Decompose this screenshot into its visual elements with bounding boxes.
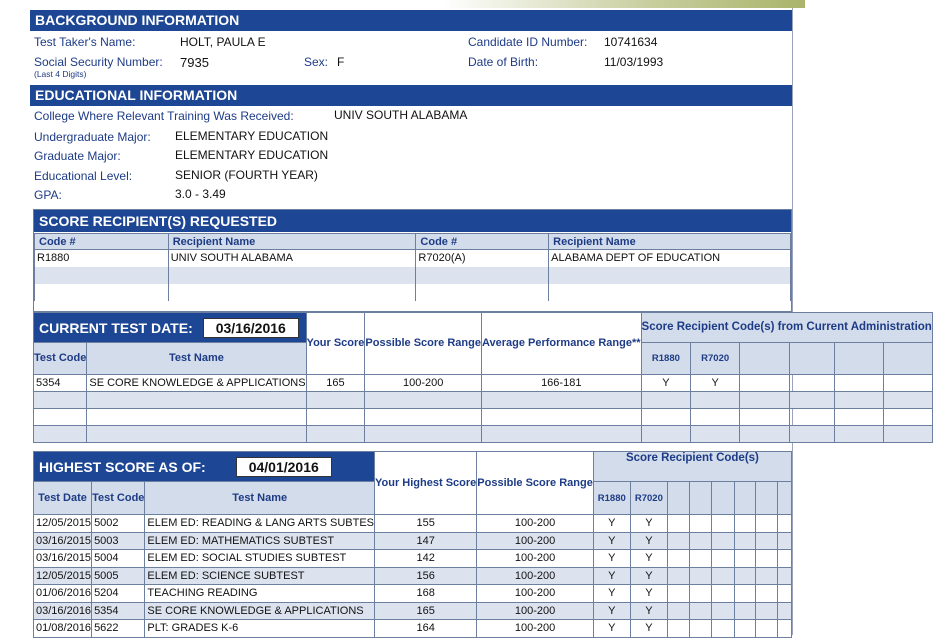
test-date: 12/05/2015 xyxy=(34,567,92,585)
empty-recipient-cell xyxy=(777,550,791,568)
ssn-label: Social Security Number: xyxy=(34,55,163,69)
test-date: 01/06/2016 xyxy=(34,585,92,603)
col-recipient-codes: Score Recipient Code(s) xyxy=(593,452,791,482)
recipients-row xyxy=(35,250,791,267)
test-code: 5003 xyxy=(92,532,145,550)
ssn-note: (Last 4 Digits) xyxy=(34,69,87,79)
recip-r7020-flag: Y xyxy=(630,567,667,585)
empty-recipient-cell xyxy=(734,602,755,620)
empty-recipient-cell xyxy=(668,532,690,550)
highest-score-date: 04/01/2016 xyxy=(236,457,332,477)
test-name: ELEM ED: SOCIAL STUDIES SUBTEST xyxy=(145,550,375,568)
recip-r1880-flag: Y xyxy=(593,567,630,585)
gpa: 3.0 - 3.49 xyxy=(175,187,226,201)
empty-recipient-cell xyxy=(734,585,755,603)
your-score: 165 xyxy=(306,375,365,392)
highest-score: 165 xyxy=(375,602,477,620)
col-code-2: Code # xyxy=(416,234,549,250)
empty-recipient-cell xyxy=(668,602,690,620)
gpa-label: GPA: xyxy=(34,188,62,202)
name-label: Test Taker's Name: xyxy=(34,35,136,49)
highest-score-row xyxy=(34,532,792,550)
test-name: ELEM ED: SCIENCE SUBTEST xyxy=(145,567,375,585)
recip-r1880-flag: Y xyxy=(641,375,691,392)
empty-recipient-cell xyxy=(734,620,755,638)
highest-score: 164 xyxy=(375,620,477,638)
empty-recipient-cell xyxy=(689,602,711,620)
test-code: 5002 xyxy=(92,515,145,533)
recip-r7020-flag: Y xyxy=(630,602,667,620)
empty-recipient-cell xyxy=(689,515,711,533)
possible-range: 100-200 xyxy=(477,620,594,638)
empty-recipient-cell xyxy=(756,602,778,620)
empty-recipient-cell xyxy=(777,532,791,550)
test-date: 03/16/2015 xyxy=(34,550,92,568)
sex-label: Sex: xyxy=(304,55,329,69)
empty-recipient-cell xyxy=(712,567,734,585)
empty-recipient-cell xyxy=(756,567,778,585)
highest-score-title-cell xyxy=(34,452,375,482)
possible-range: 100-200 xyxy=(477,602,594,620)
empty-recipient-cell xyxy=(777,602,791,620)
possible-range: 100-200 xyxy=(477,532,594,550)
background-section-title: BACKGROUND INFORMATION xyxy=(30,10,792,31)
empty-recipient-cell xyxy=(756,515,778,533)
recip-r1880-flag: Y xyxy=(593,602,630,620)
test-code: 5004 xyxy=(92,550,145,568)
col-avg-range: Average Performance Range** xyxy=(481,313,641,375)
test-date: 12/05/2015 xyxy=(34,515,92,533)
test-name: SE CORE KNOWLEDGE & APPLICATIONS xyxy=(87,375,306,392)
empty-recipient-cell xyxy=(712,602,734,620)
dob-label: Date of Birth: xyxy=(468,55,539,69)
empty-recipient-cell xyxy=(668,515,690,533)
empty-recipient-cell xyxy=(734,515,755,533)
top-strip xyxy=(0,0,805,8)
empty-recipient-cell xyxy=(668,620,690,638)
education-section-title: EDUCATIONAL INFORMATION xyxy=(30,85,792,106)
empty-recipient-cell xyxy=(668,567,690,585)
recip-r7020-flag: Y xyxy=(630,585,667,603)
current-test-row xyxy=(34,375,933,392)
empty-recipient-cell xyxy=(712,550,734,568)
recip-r1880-flag: Y xyxy=(593,550,630,568)
test-name: ELEM ED: READING & LANG ARTS SUBTES xyxy=(145,515,375,533)
col-recipient-codes-current: Score Recipient Code(s) from Current Administration xyxy=(641,313,932,343)
empty-recipient-cell xyxy=(689,620,711,638)
test-name: PLT: GRADES K-6 xyxy=(145,620,375,638)
recipients-header-row xyxy=(35,234,791,250)
col-recip-r7020: R7020 xyxy=(630,482,667,515)
col-recip-r1880: R1880 xyxy=(593,482,630,515)
test-code: 5354 xyxy=(34,375,87,392)
possible-range: 100-200 xyxy=(477,585,594,603)
empty-recipient-cell xyxy=(689,567,711,585)
current-test-date: 03/16/2016 xyxy=(203,318,299,338)
col-test-date: Test Date xyxy=(34,482,92,515)
candidate-id: 10741634 xyxy=(604,35,658,49)
current-test-title-cell xyxy=(34,313,307,343)
grad-major-label: Graduate Major: xyxy=(34,149,121,163)
recip-r7020-flag: Y xyxy=(630,532,667,550)
avg-range: 166-181 xyxy=(481,375,641,392)
highest-score: 168 xyxy=(375,585,477,603)
recip-r7020-flag: Y xyxy=(630,550,667,568)
test-code: 5005 xyxy=(92,567,145,585)
empty-recipient-cell xyxy=(668,585,690,603)
recip-r7020-flag: Y xyxy=(630,620,667,638)
recipients-table xyxy=(34,233,791,301)
test-date: 03/16/2015 xyxy=(34,532,92,550)
ug-major-label: Undergraduate Major: xyxy=(34,130,151,144)
college: UNIV SOUTH ALABAMA xyxy=(334,108,468,122)
test-name: TEACHING READING xyxy=(145,585,375,603)
possible-range: 100-200 xyxy=(477,567,594,585)
empty-recipient-cell xyxy=(777,620,791,638)
test-name: ELEM ED: MATHEMATICS SUBTEST xyxy=(145,532,375,550)
col-possible-range: Possible Score Range xyxy=(477,452,594,515)
possible-range: 100-200 xyxy=(477,550,594,568)
highest-score-row xyxy=(34,515,792,533)
col-test-name: Test Name xyxy=(145,482,375,515)
col-your-score: Your Score xyxy=(306,313,365,375)
test-code: 5204 xyxy=(92,585,145,603)
empty-recipient-cell xyxy=(777,567,791,585)
col-code-1: Code # xyxy=(35,234,169,250)
possible-range: 100-200 xyxy=(365,375,482,392)
empty-recipient-cell xyxy=(689,585,711,603)
highest-score-row xyxy=(34,585,792,603)
col-test-code: Test Code xyxy=(34,343,87,375)
col-recip-r1880: R1880 xyxy=(641,343,691,375)
col-test-code: Test Code xyxy=(92,482,145,515)
col-recipient-name-1: Recipient Name xyxy=(168,234,416,250)
possible-range: 100-200 xyxy=(477,515,594,533)
highest-score: 156 xyxy=(375,567,477,585)
recip-r1880-flag: Y xyxy=(593,620,630,638)
highest-score-title: HIGHEST SCORE AS OF: xyxy=(39,458,206,475)
empty-recipient-cell xyxy=(734,550,755,568)
empty-recipient-cell xyxy=(712,585,734,603)
highest-score: 155 xyxy=(375,515,477,533)
test-date: 01/08/2016 xyxy=(34,620,92,638)
empty-recipient-cell xyxy=(756,585,778,603)
dob: 11/03/1993 xyxy=(604,55,664,69)
recip-r7020-flag: Y xyxy=(691,375,740,392)
empty-recipient-cell xyxy=(712,620,734,638)
test-name: SE CORE KNOWLEDGE & APPLICATIONS xyxy=(145,602,375,620)
col-possible-range: Possible Score Range xyxy=(365,313,482,375)
highest-score-row xyxy=(34,550,792,568)
recip-r1880-flag: Y xyxy=(593,515,630,533)
highest-score-row xyxy=(34,602,792,620)
empty-recipient-cell xyxy=(712,515,734,533)
col-highest-score: Your Highest Score xyxy=(375,452,477,515)
highest-score: 147 xyxy=(375,532,477,550)
recip-r1880-flag: Y xyxy=(593,585,630,603)
empty-recipient-cell xyxy=(712,532,734,550)
empty-recipient-cell xyxy=(777,585,791,603)
test-date: 03/16/2016 xyxy=(34,602,92,620)
empty-recipient-cell xyxy=(689,550,711,568)
empty-recipient-cell xyxy=(668,550,690,568)
empty-recipient-cell xyxy=(734,532,755,550)
recipients-title: SCORE RECIPIENT(S) REQUESTED xyxy=(34,210,791,232)
ed-level-label: Educational Level: xyxy=(34,169,133,183)
highest-score: 142 xyxy=(375,550,477,568)
highest-score-table xyxy=(33,451,792,638)
highest-score-row xyxy=(34,620,792,638)
ug-major: ELEMENTARY EDUCATION xyxy=(175,129,329,143)
candidate-id-label: Candidate ID Number: xyxy=(468,35,588,49)
recipient-name: ALABAMA DEPT OF EDUCATION xyxy=(549,250,791,267)
taker-name: HOLT, PAULA E xyxy=(180,35,266,49)
empty-recipient-cell xyxy=(777,515,791,533)
recipient-code: R1880 xyxy=(35,250,169,267)
recipients-empty-row xyxy=(35,267,791,284)
recipient-code: R7020(A) xyxy=(416,250,549,267)
recip-r1880-flag: Y xyxy=(593,532,630,550)
college-label: College Where Relevant Training Was Received: xyxy=(34,109,294,123)
recip-r7020-flag: Y xyxy=(630,515,667,533)
test-code: 5622 xyxy=(92,620,145,638)
current-test-title: CURRENT TEST DATE: xyxy=(39,319,193,336)
sex: F xyxy=(337,55,345,69)
current-test-table xyxy=(33,312,933,443)
col-test-name: Test Name xyxy=(87,343,306,375)
ed-level: SENIOR (FOURTH YEAR) xyxy=(175,168,318,182)
empty-recipient-cell xyxy=(756,550,778,568)
empty-recipient-cell xyxy=(734,567,755,585)
empty-recipient-cell xyxy=(689,532,711,550)
test-code: 5354 xyxy=(92,602,145,620)
recipients-empty-row xyxy=(35,284,791,301)
recipient-name: UNIV SOUTH ALABAMA xyxy=(168,250,416,267)
col-recip-r7020: R7020 xyxy=(691,343,740,375)
col-recipient-name-2: Recipient Name xyxy=(549,234,791,250)
empty-recipient-cell xyxy=(756,620,778,638)
highest-score-row xyxy=(34,567,792,585)
ssn: 7935 xyxy=(180,55,209,70)
grad-major: ELEMENTARY EDUCATION xyxy=(175,148,329,162)
empty-recipient-cell xyxy=(756,532,778,550)
